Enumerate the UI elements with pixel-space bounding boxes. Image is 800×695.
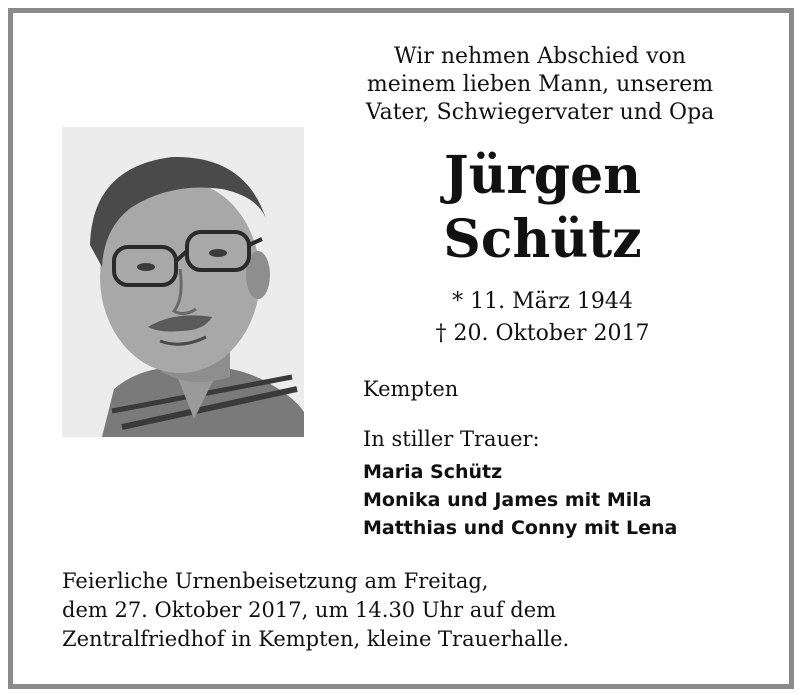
city: Kempten: [363, 377, 459, 401]
funeral-line-1: Feierliche Urnenbeisetzung am Freitag,: [62, 569, 489, 593]
birth-date: * 11. März 1944: [452, 289, 633, 314]
portrait-photo: [62, 127, 304, 437]
mourner-name: Monika und James mit Mila: [363, 489, 652, 511]
life-dates: [380, 286, 705, 350]
first-name: Jürgen: [443, 145, 642, 206]
deceased-name: [370, 144, 715, 272]
funeral-notice: [62, 567, 722, 654]
funeral-line-3: Zentralfriedhof in Kempten, kleine Trauerhalle.: [62, 627, 570, 651]
portrait-illustration: [62, 127, 304, 437]
mourners-list: [363, 458, 677, 542]
death-date: † 20. Oktober 2017: [435, 321, 650, 346]
mourner-name: Matthias und Conny mit Lena: [363, 517, 678, 539]
intro-text: [340, 43, 740, 127]
funeral-line-2: dem 27. Oktober 2017, um 14.30 Uhr auf dem: [62, 598, 557, 622]
intro-line-1: Wir nehmen Abschied von: [394, 44, 686, 69]
mourner-name: Maria Schütz: [363, 461, 503, 483]
intro-line-2: meinem lieben Mann, unserem: [366, 72, 714, 97]
intro-line-3: Vater, Schwiegervater und Opa: [365, 100, 715, 125]
last-name: Schütz: [443, 209, 642, 270]
mourning-label: In stiller Trauer:: [363, 427, 540, 451]
